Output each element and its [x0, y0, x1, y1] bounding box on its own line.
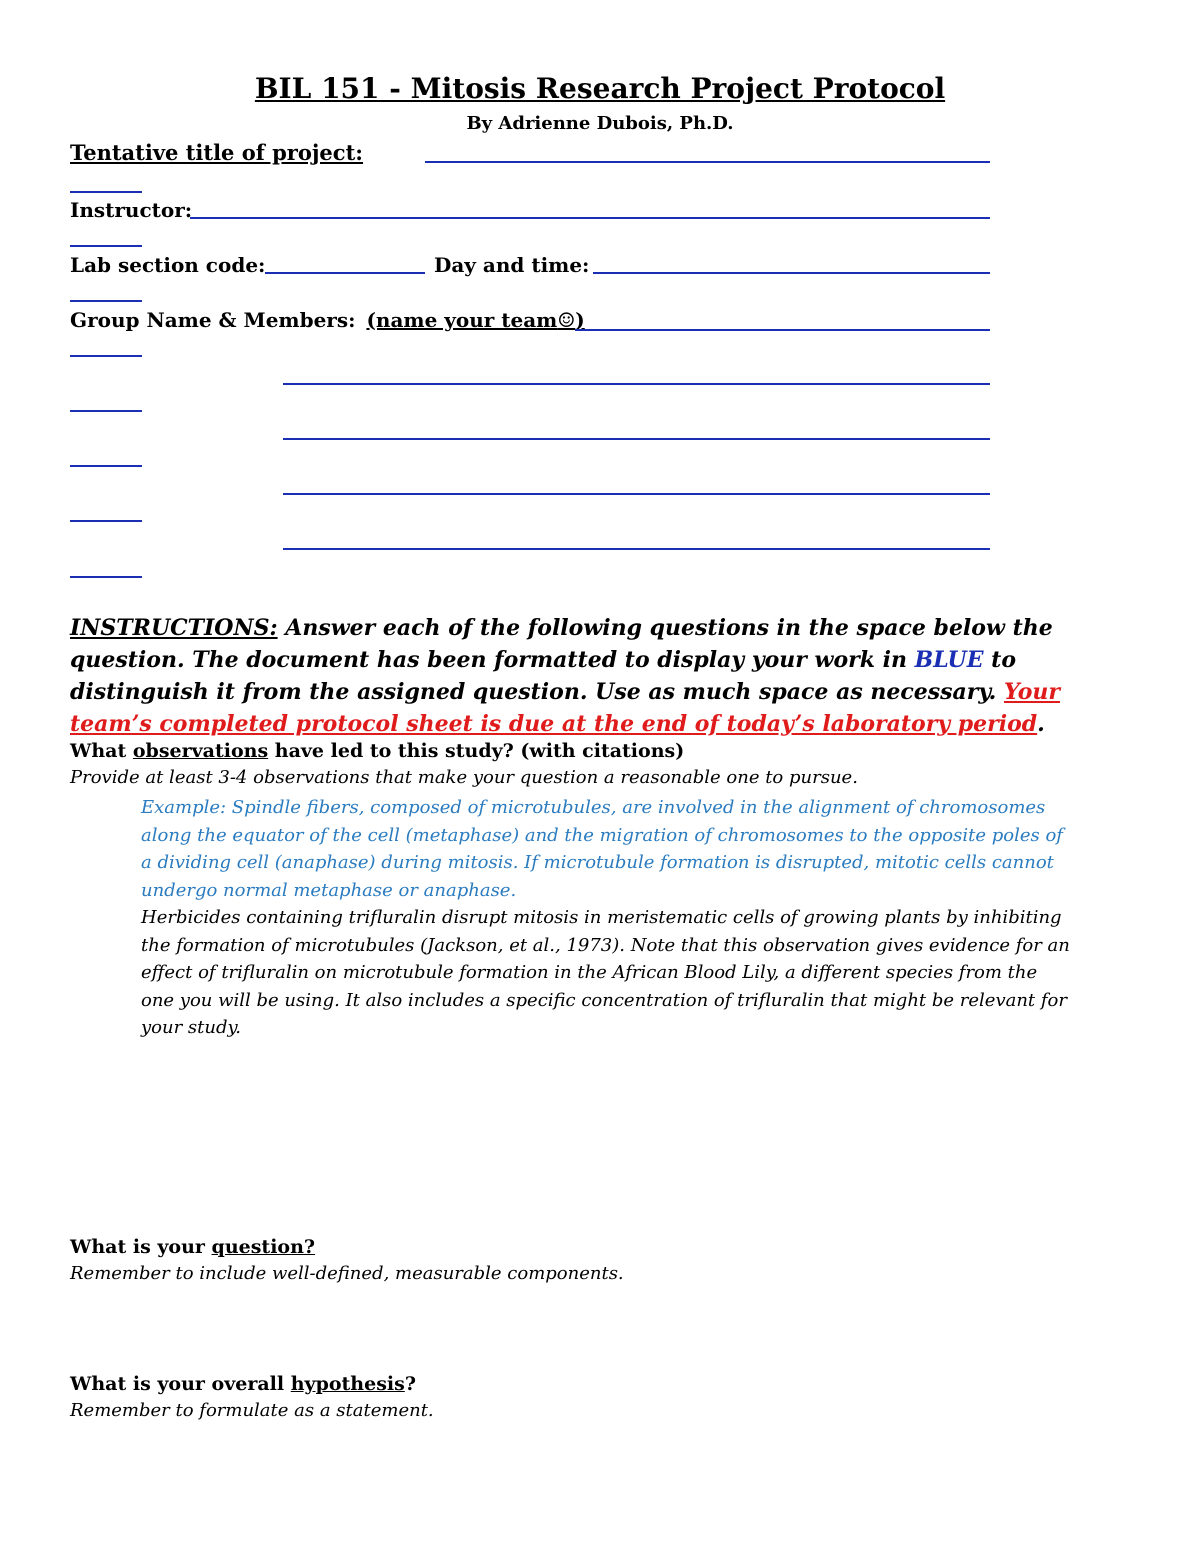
blue-keyword: BLUE: [914, 647, 984, 673]
instructor-continuation-line[interactable]: [70, 245, 142, 247]
example-observation: Example: Spindle fibers, composed of microtubules, are involved in the alignment of chromosomes along the equator of the cell (metaphase) and the migration of chromosomes to the opposite poles of a dividing cell (anaphase) during mitosis. If microtubule formation is disrupted, mitotic cells cannot undergo normal metaphase or anaphase.: [141, 797, 1063, 901]
member-1-continuation-line[interactable]: [70, 410, 142, 412]
group-name-hint: (name your team☺): [366, 308, 585, 332]
trifluralin-observation: Herbicides containing trifluralin disrupt mitosis in meristematic cells of growing plants by inhibiting the formation of microtubules (Jackson, et al., 1973). Note that this observation gives evidence for an effect of trifluralin on microtubule formation in the African Blood Lily, a different species from the one you will be using. It also includes a specific concentration of trifluralin that might be relevant for your study.: [141, 907, 1070, 1038]
question-prompt: Remember to include well-defined, measurable components.: [70, 1263, 624, 1284]
title-field-line[interactable]: [425, 161, 990, 163]
smiley-icon: ☺: [557, 308, 576, 332]
author-byline: By Adrienne Dubois, Ph.D.: [466, 113, 734, 134]
lab-section-label: Lab section code:: [70, 253, 266, 277]
member-2-continuation-line[interactable]: [70, 465, 142, 467]
group-members-label: [70, 308, 585, 332]
member-line-4[interactable]: [283, 548, 990, 550]
group-name-field-line[interactable]: [575, 329, 990, 331]
day-time-label: Day and time:: [434, 253, 590, 277]
member-line-3[interactable]: [283, 493, 990, 495]
group-continuation-line[interactable]: [70, 355, 142, 357]
member-line-2[interactable]: [283, 438, 990, 440]
hypothesis-heading: What is your overall hypothesis?: [70, 1373, 416, 1395]
instructor-label: Instructor:: [70, 198, 193, 222]
lab-section-field-line[interactable]: [265, 272, 425, 274]
lab-section-continuation-line[interactable]: [70, 300, 142, 302]
title-field-label: Tentative title of project:: [70, 140, 364, 165]
member-line-1[interactable]: [283, 383, 990, 385]
due-notice: Your team’s completed protocol sheet is due at the end of today’s laboratory period: [70, 679, 1061, 737]
observations-question: What observations have led to this study? (with citations): [70, 740, 685, 762]
instructor-field-line[interactable]: [190, 217, 990, 219]
instructions-lead: INSTRUCTIONS:: [70, 615, 278, 641]
day-time-field-line[interactable]: [593, 272, 990, 274]
observations-prompt: Provide at least 3-4 observations that make your question a reasonable one to pursue.: [70, 767, 858, 788]
member-3-continuation-line[interactable]: [70, 520, 142, 522]
question-heading: What is your question?: [70, 1236, 316, 1258]
member-4-continuation-line[interactable]: [70, 576, 142, 578]
title-field-continuation-line[interactable]: [70, 191, 142, 193]
hypothesis-prompt: Remember to formulate as a statement.: [70, 1400, 434, 1421]
page-title: BIL 151 - Mitosis Research Project Protocol: [254, 72, 946, 105]
group-label-text: Group Name & Members:: [70, 308, 356, 332]
instructions-paragraph: INSTRUCTIONS: Answer each of the following questions in the space below the question. The document has been formatted to display your work in BLUE to distinguish it from the assigned question. Use as much space as necessary. Your team’s completed protocol sheet is due at the end of today’s laboratory period.: [70, 615, 1061, 737]
